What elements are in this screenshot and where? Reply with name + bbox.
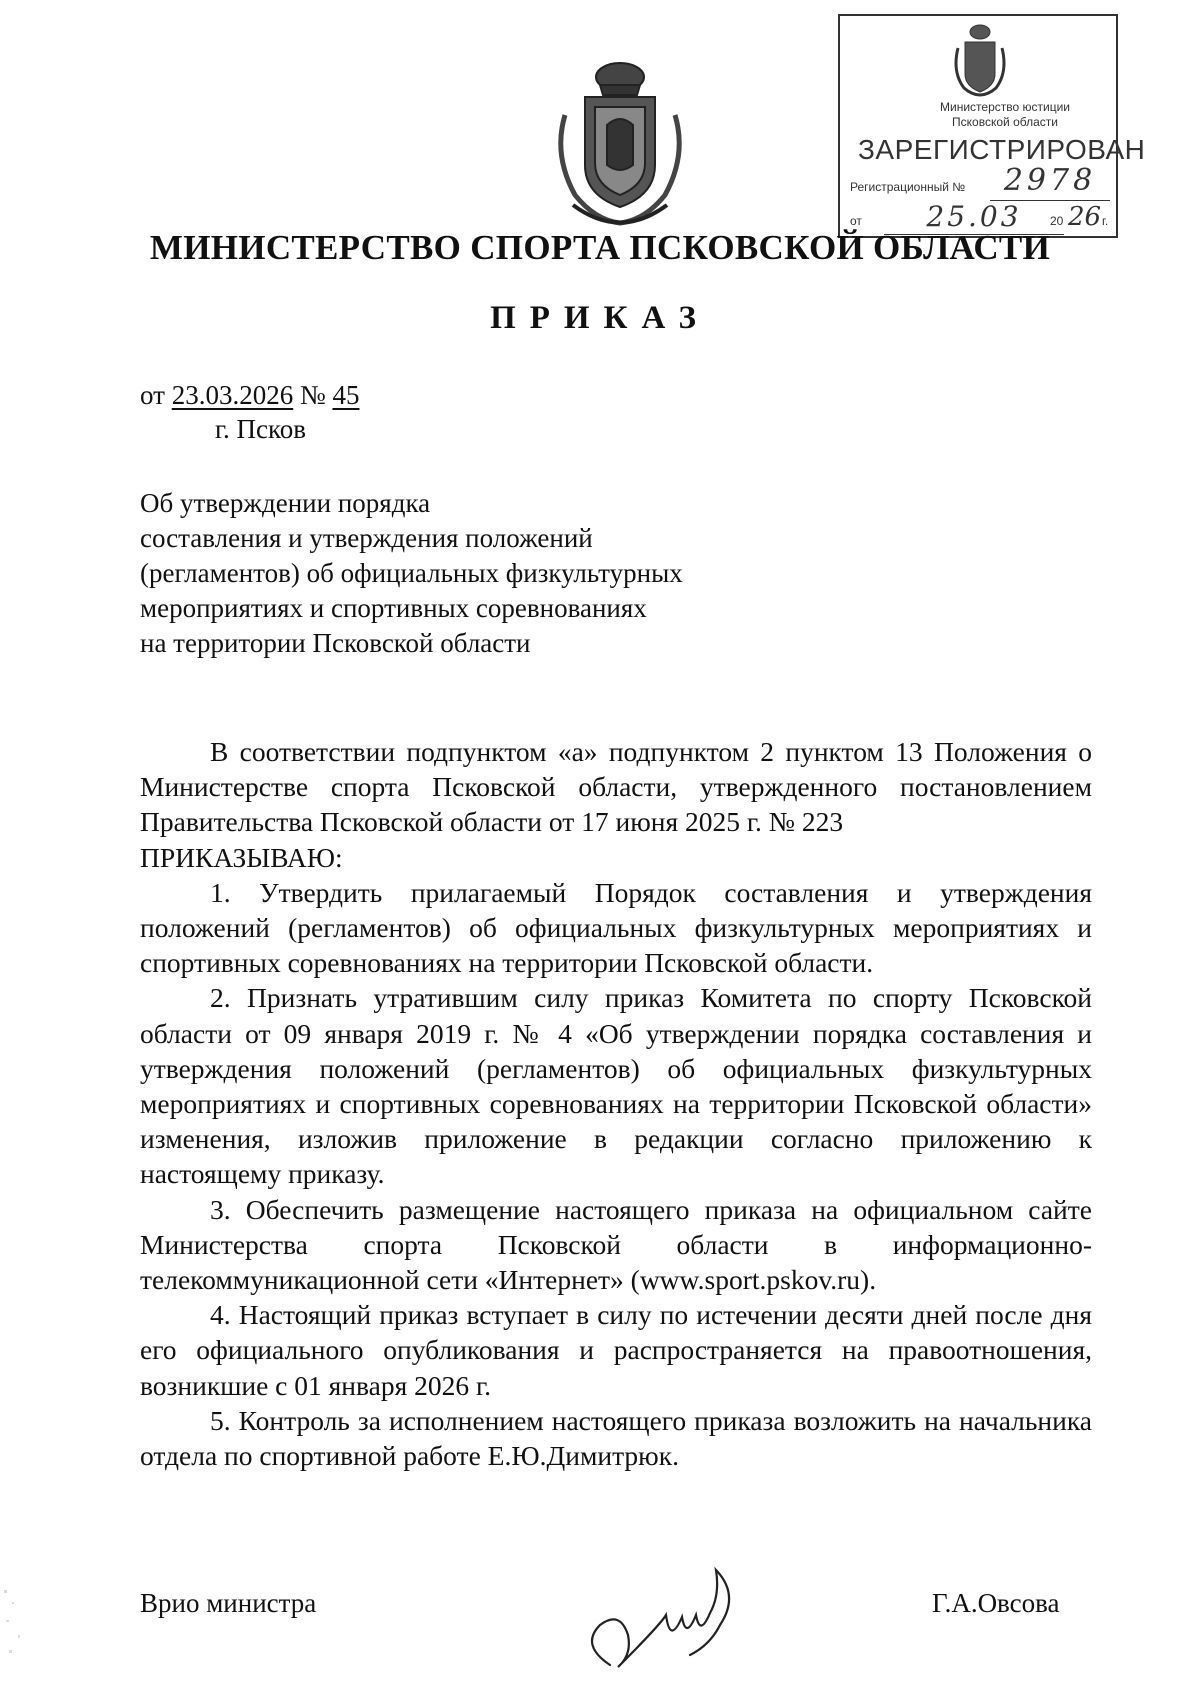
signatory-name: Г.А.Овсова [932,1588,1060,1618]
order-item-5: 5. Контроль за исполнением настоящего приказа возложить на начальника отдела по спортивной работе Е.Ю.Димитрюк. [140,1404,1092,1472]
stamp-date: 25.03 [884,200,1064,235]
coat-of-arms-icon [545,55,695,235]
signatory-role: Врио министра [140,1588,317,1618]
document-date-number: от 23.03.2026 № 45 [140,380,360,410]
order-item-2: 2. Признать утратившим силу приказ Комитета по спорту Псковской области от 09 января 2019 г. № 4 «Об утверждении порядка составления и утверждения положений (регламентов) об официальных физкультурных мероприятиях и спортивных соревнованиях на территории Псковской области» изменения, изложив приложение в редакции согласно приложению к настоящему приказу. [140,982,1092,1190]
document-body [140,734,1092,1473]
document-date: 23.03.2026 [171,380,294,410]
scan-noise [0,1580,40,1670]
stamp-year-prefix: 20 [1050,214,1064,228]
stamp-organization: Министерство юстиции Псковской области [940,100,1070,129]
registration-stamp [838,14,1146,238]
handwritten-signature [570,1555,760,1685]
order-item-4: 4. Настоящий приказ вступает в силу по истечении десяти дней после дня его официального опубликования и распространяется на правоотношения, возникшие с 01 января 2026 г. [140,1299,1092,1401]
stamp-reg-number-label: Регистрационный № [850,180,966,194]
stamp-status: ЗАРЕГИСТРИРОВАН [858,134,1146,165]
command-word: ПРИКАЗЫВАЮ: [140,841,343,873]
document-subject: Об утверждении порядка составления и утверждения положений (регламентов) об официальных физкультурных мероприятиях и спортивных соревнованиях на территории Псковской области [140,488,683,658]
order-item-3: 3. Обеспечить размещение настоящего приказа на официальном сайте Министерства спорта Псковской области в информационно-телекоммуникационной сети «Интернет» (www.sport.pskov.ru). [140,1193,1092,1296]
stamp-emblem-icon [950,22,1010,100]
document-type: ПРИКАЗ [490,300,710,336]
order-item-1: 1. Утвердить прилагаемый Порядок составления и утверждения положений (регламентов) об официальных физкультурных мероприятиях и спортивных соревнованиях на территории Псковской области. [140,876,1092,979]
stamp-year-suffix: г. [1102,214,1109,228]
stamp-year: 26 [1068,202,1102,232]
preamble-paragraph: В соответствии подпунктом «а» подпунктом 2 пунктом 13 Положения о Министерстве спорта Псковской области, утвержденного постановлением Правительства Псковской области от 17 июня 2025 г. № 223 [140,736,1092,838]
stamp-date-prefix: от [850,214,862,228]
organization-title: МИНИСТЕРСТВО СПОРТА ПСКОВСКОЙ ОБЛАСТИ [149,228,1051,267]
document-number: 45 [332,380,360,410]
stamp-reg-number: 2978 [990,162,1110,201]
document-city: г. Псков [215,414,307,444]
